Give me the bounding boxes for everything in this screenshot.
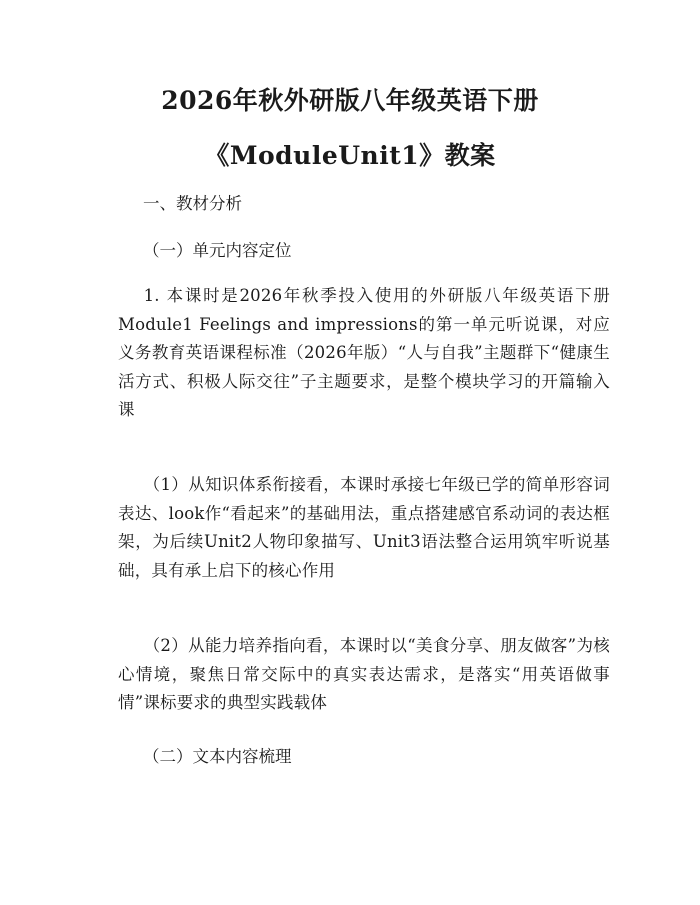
subsection-heading-unit-positioning: （一）单元内容定位	[143, 241, 292, 260]
document-title-line-2: 《ModuleUnit1》教案	[204, 141, 496, 170]
section-heading-textbook-analysis: 一、教材分析	[143, 194, 242, 213]
paragraph-ability-training: （2）从能力培养指向看，本课时以“美食分享、朋友做客”为核心情境，聚焦日常交际中的真实表达需求，是落实“用英语做事情”课标要求的典型实践载体	[118, 636, 610, 712]
subsection-heading-text-content: （二）文本内容梳理	[143, 747, 292, 766]
document-title-line-1: 2026年秋外研版八年级英语下册	[161, 86, 539, 115]
paragraph-lesson-overview: 1. 本课时是2026年秋季投入使用的外研版八年级英语下册Module1 Feelings and impressions的第一单元听说课，对应义务教育英语课程标准（2026年版）“人与自我”主题群下“健康生活方式、积极人际交往”子主题要求，是整个模块学习的开篇输入课	[118, 286, 610, 419]
paragraph-knowledge-system: （1）从知识体系衔接看，本课时承接七年级已学的简单形容词表达、look作“看起来”的基础用法，重点搭建感官系动词的表达框架，为后续Unit2人物印象描写、Unit3语法整合运用筑牢听说基础，具有承上启下的核心作用	[118, 475, 610, 580]
